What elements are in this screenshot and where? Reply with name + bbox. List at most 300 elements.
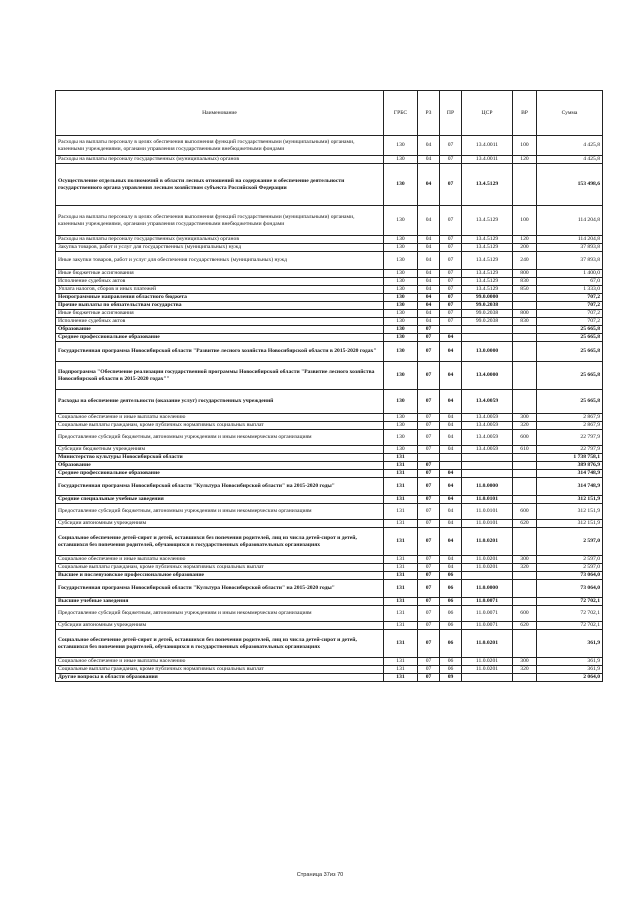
table-row: [56, 478, 603, 496]
cell-grbs: 130: [384, 294, 418, 302]
cell-csr: 99.0.2038: [462, 310, 513, 318]
cell-grbs: 130: [384, 252, 418, 270]
cell-csr: 11.0.0201: [462, 658, 513, 666]
cell-pr: [440, 462, 462, 470]
cell-csr: 11.0.0000: [462, 478, 513, 496]
table-row: [56, 156, 603, 164]
cell-sum: 25 665,8: [537, 334, 603, 342]
cell-rz: 07: [418, 528, 440, 556]
table-row: [56, 430, 603, 446]
cell-grbs: 130: [384, 156, 418, 164]
cell-pr: 07: [440, 236, 462, 244]
cell-pr: 06: [440, 606, 462, 622]
cell-name: Подпрограмма "Обеспечение реализации государственной программы Новосибирской области "Развитие лесного хозяйства Новосибирской области в 2015-2020 годах"": [56, 362, 384, 390]
cell-grbs: 130: [384, 244, 418, 252]
cell-csr: 11.0.0201: [462, 564, 513, 572]
cell-sum: 1 738 758,1: [537, 454, 603, 462]
table-row: [56, 446, 603, 454]
cell-csr: 99.0.2038: [462, 302, 513, 310]
cell-pr: 07: [440, 310, 462, 318]
cell-pr: 07: [440, 136, 462, 156]
cell-sum: 389 876,9: [537, 462, 603, 470]
cell-vr: [513, 302, 537, 310]
cell-name: Уплата налогов, сборов и иных платежей: [56, 286, 384, 294]
cell-grbs: 130: [384, 414, 418, 422]
cell-sum: 72 702,1: [537, 622, 603, 630]
cell-vr: [513, 496, 537, 504]
table-row: [56, 342, 603, 362]
cell-vr: 600: [513, 504, 537, 520]
cell-csr: 13.4.5129: [462, 286, 513, 294]
table-row: [56, 462, 603, 470]
cell-pr: 07: [440, 252, 462, 270]
cell-sum: 707,2: [537, 318, 603, 326]
cell-rz: 04: [418, 310, 440, 318]
cell-sum: 2 597,0: [537, 556, 603, 564]
cell-sum: 73 064,0: [537, 580, 603, 598]
cell-vr: [513, 362, 537, 390]
cell-sum: 37 893,8: [537, 244, 603, 252]
table-row: [56, 302, 603, 310]
cell-rz: 04: [418, 294, 440, 302]
cell-sum: 312 151,9: [537, 496, 603, 504]
cell-vr: [513, 470, 537, 478]
cell-csr: [462, 674, 513, 682]
cell-name: Высшее и послевузовское профессиональное образование: [56, 572, 384, 580]
cell-rz: 04: [418, 318, 440, 326]
cell-vr: [513, 630, 537, 658]
cell-rz: 07: [418, 446, 440, 454]
cell-pr: 04: [440, 556, 462, 564]
cell-rz: 04: [418, 164, 440, 206]
cell-grbs: 130: [384, 446, 418, 454]
table-row: [56, 334, 603, 342]
cell-pr: 04: [440, 564, 462, 572]
cell-rz: 07: [418, 580, 440, 598]
cell-sum: 73 064,0: [537, 572, 603, 580]
table-row: [56, 674, 603, 682]
cell-pr: 07: [440, 302, 462, 310]
cell-sum: 312 151,9: [537, 504, 603, 520]
table-row: [56, 294, 603, 302]
cell-rz: 04: [418, 302, 440, 310]
cell-csr: [462, 326, 513, 334]
cell-name: Средние специальные учебные заведения: [56, 496, 384, 504]
table-row: [56, 318, 603, 326]
cell-name: Закупка товаров, работ и услуг для государственных (муниципальных) нужд: [56, 244, 384, 252]
cell-pr: 06: [440, 572, 462, 580]
table-row: [56, 244, 603, 252]
table-row: [56, 326, 603, 334]
cell-vr: 300: [513, 414, 537, 422]
cell-csr: [462, 334, 513, 342]
cell-pr: 06: [440, 580, 462, 598]
cell-grbs: 131: [384, 520, 418, 528]
cell-rz: 04: [418, 244, 440, 252]
cell-grbs: 130: [384, 286, 418, 294]
cell-sum: 25 665,8: [537, 362, 603, 390]
cell-csr: 13.4.5129: [462, 244, 513, 252]
cell-grbs: 131: [384, 658, 418, 666]
cell-pr: 06: [440, 598, 462, 606]
cell-csr: [462, 572, 513, 580]
cell-sum: 114 204,8: [537, 206, 603, 236]
cell-rz: 07: [418, 666, 440, 674]
cell-vr: 830: [513, 278, 537, 286]
cell-csr: 13.4.0000: [462, 362, 513, 390]
cell-name: Расходы на обеспечение деятельности (оказание услуг) государственных учреждений: [56, 390, 384, 414]
cell-rz: 04: [418, 278, 440, 286]
cell-rz: 07: [418, 622, 440, 630]
cell-sum: 2 867,9: [537, 422, 603, 430]
cell-rz: 04: [418, 236, 440, 244]
cell-grbs: 130: [384, 302, 418, 310]
cell-name: Исполнение судебных актов: [56, 278, 384, 286]
header-rz: РЗ: [418, 91, 440, 136]
cell-pr: 04: [440, 520, 462, 528]
cell-name: Иные бюджетные ассигнования: [56, 310, 384, 318]
header-csr: ЦСР: [462, 91, 513, 136]
cell-csr: 13.4.0059: [462, 430, 513, 446]
cell-sum: 37 893,8: [537, 252, 603, 270]
cell-sum: 312 151,9: [537, 520, 603, 528]
header-vr: ВР: [513, 91, 537, 136]
cell-csr: 11.0.0071: [462, 622, 513, 630]
cell-csr: [462, 470, 513, 478]
cell-name: Исполнение судебных актов: [56, 318, 384, 326]
cell-pr: 04: [440, 414, 462, 422]
table-row: [56, 606, 603, 622]
cell-vr: 100: [513, 136, 537, 156]
cell-vr: 320: [513, 422, 537, 430]
header-grbs: ГРБС: [384, 91, 418, 136]
cell-vr: [513, 454, 537, 462]
cell-csr: 13.4.0059: [462, 446, 513, 454]
header-name: Наименование: [56, 91, 384, 136]
cell-csr: [462, 462, 513, 470]
cell-csr: 11.0.0071: [462, 606, 513, 622]
table-row: [56, 286, 603, 294]
cell-sum: 2 064,0: [537, 674, 603, 682]
cell-grbs: 130: [384, 136, 418, 156]
cell-csr: 13.4.5129: [462, 252, 513, 270]
table-row: [56, 136, 603, 156]
cell-name: Среднее профессиональное образование: [56, 334, 384, 342]
cell-csr: 13.4.5129: [462, 206, 513, 236]
table-row: [56, 164, 603, 206]
table-row: [56, 422, 603, 430]
cell-sum: 2 597,0: [537, 564, 603, 572]
cell-name: Социальное обеспечение детей-сирот и детей, оставшихся без попечения родителей, лиц из числа детей-сирот и детей, оставшихся без попечения родителей, обучающихся в государственных образовательных организациях: [56, 630, 384, 658]
table-header-row: [56, 91, 603, 136]
cell-csr: [462, 454, 513, 462]
table-row: [56, 310, 603, 318]
cell-sum: 153 498,6: [537, 164, 603, 206]
cell-sum: 22 797,9: [537, 446, 603, 454]
table-row: [56, 564, 603, 572]
cell-grbs: 131: [384, 504, 418, 520]
cell-rz: 07: [418, 422, 440, 430]
cell-grbs: 130: [384, 326, 418, 334]
cell-rz: 07: [418, 504, 440, 520]
table-body: [56, 136, 603, 682]
cell-csr: 13.4.5129: [462, 270, 513, 278]
header-sum: Сумма: [537, 91, 603, 136]
cell-sum: 67,0: [537, 278, 603, 286]
cell-rz: 04: [418, 270, 440, 278]
table-row: [56, 520, 603, 528]
cell-grbs: 130: [384, 310, 418, 318]
table-row: [56, 270, 603, 278]
cell-vr: 120: [513, 156, 537, 164]
cell-rz: 07: [418, 520, 440, 528]
cell-sum: 4 425,8: [537, 156, 603, 164]
cell-rz: 07: [418, 630, 440, 658]
cell-rz: 07: [418, 564, 440, 572]
cell-csr: 99.0.0000: [462, 294, 513, 302]
cell-grbs: 131: [384, 478, 418, 496]
cell-sum: 2 597,0: [537, 528, 603, 556]
cell-name: Социальное обеспечение детей-сирот и детей, оставшихся без попечения родителей, лиц из числа детей-сирот и детей, оставшихся без попечения родителей, обучающихся в государственных образовательных организациях: [56, 528, 384, 556]
cell-name: Образование: [56, 462, 384, 470]
cell-pr: [440, 454, 462, 462]
cell-rz: 07: [418, 414, 440, 422]
cell-grbs: 130: [384, 270, 418, 278]
cell-grbs: 130: [384, 206, 418, 236]
cell-vr: 300: [513, 658, 537, 666]
budget-table-container: [55, 90, 602, 682]
cell-sum: 361,9: [537, 658, 603, 666]
cell-vr: [513, 580, 537, 598]
cell-sum: 361,9: [537, 630, 603, 658]
cell-vr: [513, 342, 537, 362]
cell-pr: 04: [440, 446, 462, 454]
cell-grbs: 130: [384, 362, 418, 390]
table-row: [56, 278, 603, 286]
cell-pr: 04: [440, 334, 462, 342]
cell-sum: 2 867,9: [537, 414, 603, 422]
cell-grbs: 131: [384, 674, 418, 682]
cell-pr: 07: [440, 270, 462, 278]
table-row: [56, 470, 603, 478]
cell-sum: 1 333,0: [537, 286, 603, 294]
cell-grbs: 131: [384, 580, 418, 598]
cell-rz: 07: [418, 572, 440, 580]
cell-csr: 11.0.0101: [462, 504, 513, 520]
cell-grbs: 131: [384, 496, 418, 504]
cell-name: Субсидии автономным учреждениям: [56, 622, 384, 630]
table-row: [56, 666, 603, 674]
table-row: [56, 206, 603, 236]
page-number: Страница 37из 70: [296, 872, 344, 878]
cell-sum: 22 797,9: [537, 430, 603, 446]
cell-rz: [418, 454, 440, 462]
cell-name: Предоставление субсидий бюджетным, автономным учреждениям и иным некоммерческим организациям: [56, 504, 384, 520]
cell-rz: 07: [418, 606, 440, 622]
cell-pr: 04: [440, 478, 462, 496]
cell-csr: 13.4.0011: [462, 156, 513, 164]
cell-grbs: 130: [384, 334, 418, 342]
cell-rz: 07: [418, 390, 440, 414]
cell-pr: 04: [440, 422, 462, 430]
cell-pr: 07: [440, 206, 462, 236]
cell-rz: 07: [418, 470, 440, 478]
cell-grbs: 131: [384, 462, 418, 470]
cell-rz: 04: [418, 252, 440, 270]
cell-csr: 11.0.0201: [462, 556, 513, 564]
cell-vr: 610: [513, 446, 537, 454]
cell-pr: 06: [440, 630, 462, 658]
cell-csr: 11.0.0000: [462, 580, 513, 598]
cell-csr: 13.4.0059: [462, 414, 513, 422]
cell-pr: 06: [440, 658, 462, 666]
cell-pr: 04: [440, 362, 462, 390]
cell-csr: 13.4.5129: [462, 278, 513, 286]
cell-name: Социальные выплаты гражданам, кроме публичных нормативных социальных выплат: [56, 666, 384, 674]
cell-sum: 72 702,1: [537, 606, 603, 622]
cell-name: Социальные выплаты гражданам, кроме публичных нормативных социальных выплат: [56, 422, 384, 430]
table-row: [56, 572, 603, 580]
cell-grbs: 130: [384, 390, 418, 414]
cell-vr: [513, 164, 537, 206]
table-row: [56, 496, 603, 504]
cell-vr: 240: [513, 252, 537, 270]
cell-pr: 06: [440, 622, 462, 630]
cell-rz: 07: [418, 598, 440, 606]
cell-pr: 07: [440, 294, 462, 302]
cell-csr: 13.4.0011: [462, 136, 513, 156]
cell-pr: 04: [440, 390, 462, 414]
cell-name: Среднее профессиональное образование: [56, 470, 384, 478]
cell-pr: 07: [440, 286, 462, 294]
cell-vr: [513, 462, 537, 470]
cell-vr: 600: [513, 430, 537, 446]
cell-name: Министерство культуры Новосибирской области: [56, 454, 384, 462]
cell-grbs: 130: [384, 164, 418, 206]
cell-name: Прочие выплаты по обязательствам государства: [56, 302, 384, 310]
cell-pr: [440, 326, 462, 334]
cell-sum: 25 665,8: [537, 390, 603, 414]
table-row: [56, 390, 603, 414]
cell-pr: 07: [440, 318, 462, 326]
cell-rz: 07: [418, 326, 440, 334]
header-pr: ПР: [440, 91, 462, 136]
cell-name: Предоставление субсидий бюджетным, автономным учреждениям и иным некоммерческим организациям: [56, 430, 384, 446]
cell-pr: 06: [440, 666, 462, 674]
table-row: [56, 556, 603, 564]
cell-rz: 07: [418, 342, 440, 362]
cell-rz: 07: [418, 430, 440, 446]
cell-name: Иные бюджетные ассигнования: [56, 270, 384, 278]
cell-grbs: 131: [384, 606, 418, 622]
cell-csr: 11.0.0201: [462, 666, 513, 674]
cell-vr: [513, 294, 537, 302]
table-row: [56, 252, 603, 270]
cell-name: Субсидии бюджетным учреждениям: [56, 446, 384, 454]
cell-vr: [513, 528, 537, 556]
cell-csr: 13.4.5129: [462, 236, 513, 244]
cell-name: Государственная программа Новосибирской области "Культура Новосибирской области" на 2015-2020 годы": [56, 580, 384, 598]
cell-name: Социальное обеспечение и иные выплаты населению: [56, 556, 384, 564]
cell-sum: 114 204,8: [537, 236, 603, 244]
cell-rz: 07: [418, 674, 440, 682]
table-row: [56, 236, 603, 244]
cell-vr: [513, 572, 537, 580]
budget-table: [55, 90, 603, 682]
cell-csr: 13.4.0059: [462, 422, 513, 430]
cell-grbs: 131: [384, 564, 418, 572]
cell-grbs: 131: [384, 630, 418, 658]
cell-pr: 04: [440, 528, 462, 556]
cell-vr: 620: [513, 622, 537, 630]
cell-name: Высшие учебные заведения: [56, 598, 384, 606]
cell-csr: 11.0.0101: [462, 520, 513, 528]
cell-name: Расходы на выплаты персоналу государственных (муниципальных) органов: [56, 156, 384, 164]
table-row: [56, 598, 603, 606]
cell-vr: 300: [513, 556, 537, 564]
cell-rz: 04: [418, 286, 440, 294]
cell-name: Социальное обеспечение и иные выплаты населению: [56, 658, 384, 666]
cell-grbs: 130: [384, 342, 418, 362]
cell-sum: 72 702,1: [537, 598, 603, 606]
cell-grbs: 130: [384, 430, 418, 446]
table-row: [56, 528, 603, 556]
cell-name: Государственная программа Новосибирской области "Культура Новосибирской области" на 2015-2020 годы": [56, 478, 384, 496]
cell-name: Осуществление отдельных полномочий в области лесных отношений на содержание и обеспечение деятельности государственного органа управления лесным хозяйством субъекта Российской Федерации: [56, 164, 384, 206]
cell-pr: 09: [440, 674, 462, 682]
cell-name: Социальное обеспечение и иные выплаты населению: [56, 414, 384, 422]
cell-csr: 99.0.2038: [462, 318, 513, 326]
cell-sum: 25 665,8: [537, 342, 603, 362]
cell-pr: 04: [440, 470, 462, 478]
cell-sum: 4 425,8: [537, 136, 603, 156]
cell-vr: 320: [513, 564, 537, 572]
cell-grbs: 130: [384, 278, 418, 286]
cell-grbs: 131: [384, 572, 418, 580]
cell-rz: 07: [418, 462, 440, 470]
cell-csr: 13.4.0059: [462, 390, 513, 414]
cell-grbs: 131: [384, 470, 418, 478]
table-row: [56, 362, 603, 390]
cell-vr: [513, 390, 537, 414]
cell-rz: 07: [418, 556, 440, 564]
cell-grbs: 131: [384, 528, 418, 556]
cell-csr: 13.0.0000: [462, 342, 513, 362]
cell-name: Расходы на выплаты персоналу в целях обеспечения выполнения функций государственными (муниципальными) органами, казенными учреждениями, органами управления государственными внебюджетными фондами: [56, 136, 384, 156]
cell-sum: 707,2: [537, 310, 603, 318]
cell-name: Предоставление субсидий бюджетным, автономным учреждениям и иным некоммерческим организациям: [56, 606, 384, 622]
cell-pr: 04: [440, 504, 462, 520]
cell-grbs: 131: [384, 598, 418, 606]
cell-grbs: 130: [384, 236, 418, 244]
table-row: [56, 504, 603, 520]
table-row: [56, 658, 603, 666]
cell-grbs: 131: [384, 556, 418, 564]
table-row: [56, 630, 603, 658]
cell-vr: 100: [513, 206, 537, 236]
cell-vr: [513, 326, 537, 334]
cell-name: Образование: [56, 326, 384, 334]
cell-sum: 314 748,9: [537, 470, 603, 478]
cell-pr: 04: [440, 342, 462, 362]
cell-name: Иные закупки товаров, работ и услуг для обеспечения государственных (муниципальных) нужд: [56, 252, 384, 270]
cell-csr: 13.4.5129: [462, 164, 513, 206]
cell-name: Расходы на выплаты персоналу государственных (муниципальных) органов: [56, 236, 384, 244]
cell-vr: [513, 478, 537, 496]
cell-pr: 07: [440, 278, 462, 286]
cell-name: Другие вопросы в области образования: [56, 674, 384, 682]
cell-rz: 04: [418, 156, 440, 164]
